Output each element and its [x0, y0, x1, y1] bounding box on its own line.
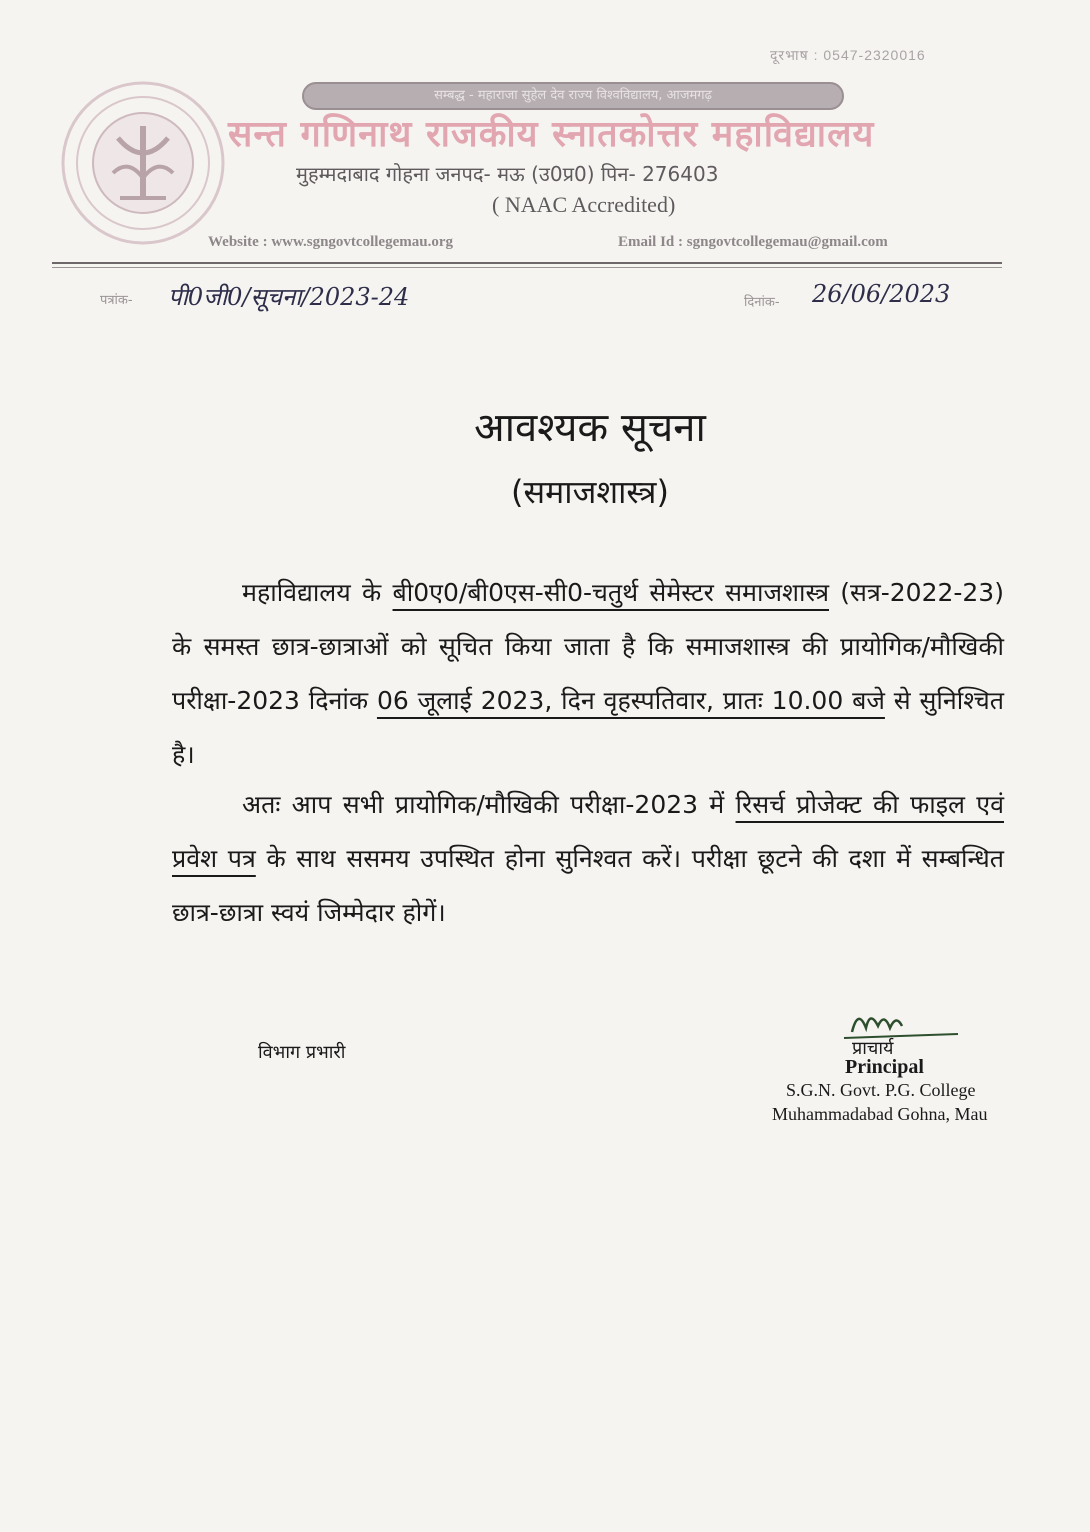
naac-accreditation: ( NAAC Accredited) — [492, 192, 676, 217]
reference-number: पी0जी0/सूचना/2023-24 — [168, 283, 410, 311]
principal-place: Muhammadabad Gohna, Mau — [772, 1104, 988, 1124]
header-divider — [52, 262, 1002, 264]
para1-exam-date: 06 जूलाई 2023, दिन वृहस्पतिवार, प्रातः 10.00 बजे — [376, 686, 885, 715]
para1-text-e: से सुनिश्चित है। — [172, 686, 1004, 769]
header-divider-thin — [52, 267, 1002, 268]
notice-subject: (समाजशास्त्र) — [511, 473, 669, 511]
principal-college: S.G.N. Govt. P.G. College — [786, 1080, 976, 1100]
college-name: सन्त गणिनाथ राजकीय स्नातकोत्तर महाविद्यालय — [228, 114, 875, 155]
notice-title: आवश्यक सूचना — [474, 405, 706, 451]
affiliation-banner: सम्बद्ध - महाराजा सुहेल देव राज्य विश्वविद्यालय, आजमगढ़ — [302, 82, 844, 110]
notice-paragraph-2 — [172, 778, 1004, 940]
para2-text-a: अतः आप सभी प्रायोगिक/मौखिकी परीक्षा-2023 में — [242, 790, 736, 819]
date-label: दिनांक- — [744, 295, 780, 310]
website-link[interactable]: Website : www.sgngovtcollegemau.org — [208, 234, 453, 250]
principal-title-hindi: प्राचार्य — [852, 1038, 894, 1059]
notice-paragraph-1 — [172, 566, 1004, 782]
department-incharge: विभाग प्रभारी — [258, 1042, 346, 1063]
principal-title: Principal — [845, 1056, 924, 1078]
para1-course: बी0ए0/बी0एस-सी0-चतुर्थ सेमेस्टर समाजशास्त्र — [392, 578, 829, 607]
para2-required-docs: रिसर्च प्रोजेक्ट की फाइल एवं प्रवेश पत्र — [172, 790, 1004, 873]
para2-text-c: के साथ ससमय उपस्थित होना सुनिश्वत करें। परीक्षा छूटने की दशा में सम्बन्धित छात्र-छात्रा स्वयं जिम्मेदार होगें। — [172, 844, 1004, 927]
college-address: मुहम्मदाबाद गोहना जनपद- मऊ (उ0प्र0) पिन- 276403 — [296, 162, 719, 186]
email-link[interactable]: Email Id : sgngovtcollegemau@gmail.com — [618, 234, 888, 250]
para1-text-c: (सत्र-2022-23) के समस्त छात्र-छात्राओं को सूचित किया जाता है कि समाजशास्त्र की प्रायोगिक/मौखिकी परीक्षा-2023 दिनांक — [172, 578, 1004, 715]
date-value: 26/06/2023 — [812, 280, 951, 308]
para1-text-a: महाविद्यालय के — [242, 578, 393, 607]
reference-label: पत्रांक- — [100, 293, 133, 308]
up-govt-emblem-icon — [58, 78, 228, 248]
phone-number: दूरभाष : 0547-2320016 — [770, 47, 926, 63]
